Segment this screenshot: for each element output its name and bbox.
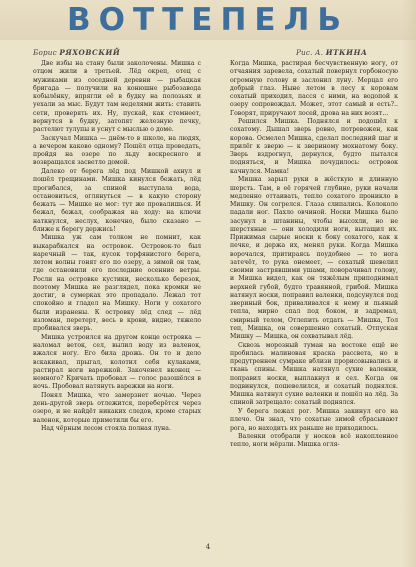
author-prefix: Борис bbox=[33, 48, 57, 57]
paragraph: Мишка уж сам толком не помнит, как выкарабкался на островок. Островок-то был наречный — так, кусок торфянистого берега, летом волны гонят его по озеру, а зимой он там, где остановили его последние осенние ветры. Росли на островке кустики, несколько березок, поэтому Мишка не разглядел, пока кромки не достиг, в сумерках это пропадало. Лежал тот спокойно и гладел на Мишку. Ноги у сохатого были изранены. К островку лёд след — лёд изломан, перетерт, весь в крови, видно, тяжело пробивался зверь. bbox=[33, 234, 201, 333]
paragraph: Мишка зарыл руки в жёсткую и длинную шерсть. Там, в её горячей глубине, руки начали медленно оттаивать, тепло сохатого проникло в Мишку. Он согрелся. Глаза слипались. Колоколо падали ног. Пахло овчиной. Носки Мишка было засунул в штанины, чтобы высохли, но не шерстяные — они холодили ноги, вытащил их. Прижимая сырые носки к боку сохатого, как к печке, и держа их, менял руки. Когда Мишка ворочался, притираясь поудобнее — то нога затечёт, то рука онемеет, — сохатый шевелил своими застрявшими ушами, поворачивал голову, и Мишка видел, как он тяжёлым приподнимал верхней губой, будто травянной, грибой. Мишка натянул носки, поправил валенки, подсунулся под звериный бок, приваливался к нему и пьяный тепла, мирно спал под боком, и задремал, смирный телом, Отлепить отдать — Мишка, Тол теп, Мишка, он совершенно сохатый. Отпуская Мишку — Мишка, он сохватывал лёд. bbox=[230, 176, 398, 341]
right-column bbox=[230, 60, 398, 450]
paragraph: Две избы на стану были заколочены. Мишка с отцом жили в третьей. Лёд окреп, отец с мужиками из соседней деревни — рыбацкая бригада — получили на конюшне рыбозавода кобылёнку, впрягли её в будку на полозьях и уехали за мыс. Будут там неделями жить: ставить сети, проверять их. Ну, пускай, как стемнеет, вернутся в будку, затопят железную печку, растелют тулупы и уснут с мыслью о доме. bbox=[33, 60, 201, 133]
paragraph: Понял Мишка, что замерзнет ночью. Через день-другой зверь отлежится, переберётся через озеро, и не найдёт никаких следов, кроме старых валенок, которые приметили бы его. bbox=[33, 391, 201, 424]
title-band bbox=[0, 0, 416, 40]
paragraph: У берега лежал рог. Мишка закинул его на плечо. Он знал, что сохатые зимой сбрасывают рога, но находить их раньше не приходилось. bbox=[230, 408, 398, 432]
illustrator-name: ИТКИНА bbox=[325, 48, 368, 57]
author-byline bbox=[33, 48, 120, 57]
paragraph: Когда Мишка, растирая бесчувственную ногу, от отчаяния заревела, сохатый повернул горбоносую огромную голову и заслонил луну. Мерцал его добрый глаз. Ныне летом в лесу к коровам сохатый приходил, пасся с ними, на водопой к озеру сопровождал. Может, этот самый и есть?.. Говорят, приручают лосей, дрова на них возят... bbox=[230, 60, 398, 117]
paragraph: Над чёрным лесом стояла полная луна. bbox=[41, 425, 171, 433]
paragraph: Валенки отобрали у носков всё накопленное тепло, ноги мёрзли. Мишка огля- bbox=[230, 433, 398, 449]
left-column bbox=[33, 60, 201, 434]
paragraph: Сквозь морозный туман на востоке ещё не пробилась малиновая краска рассвета, но в предутреннем сумраке вблизи прорисовывались и ткань спины. Мишка натянул сухие валенки, поправил носки, выплакнул и сел. Когда он подвинулся, пошевелился, и сохатый поднялся. Мишка натянул сухие валенки и пошёл на лёд. За спиной затрещало: сохатый поднялся. bbox=[230, 341, 398, 407]
page-edge-shading bbox=[402, 0, 416, 567]
illustrator-byline bbox=[296, 48, 367, 57]
story-title: ВОТТЕПЕЛЬ bbox=[67, 2, 349, 38]
illustrator-prefix: Рис. А. bbox=[296, 48, 324, 57]
paragraph: Далеко от берега лёд под Мишкой ахнул и пошёл трещинами. Мишка кинулся бежать, лёд прогибался, за спиной выступала вода, остановиться, оглянуться — в какую сторону бежать — Мишке не мог: тут же провалишься. И бежал, бежал, соображая на ходу: на ключи наткнулся, неслух, конечно, было сказано — ближе к берегу держись! bbox=[33, 168, 201, 233]
author-name: РЯХОВСКИЙ bbox=[59, 48, 121, 57]
page-number: 4 bbox=[205, 543, 211, 551]
paragraph: Решился Мишка. Поднялся и подошёл к сохатому. Дышал зверь ровно, потревожен, как корова. Осмелел Мишка, сделал последний шаг и прилёг к зверю — к звериному мохнатому боку. Зверь вздрогнул, дернулся, будто пытался подняться, и Мишка почудилось: островок качнулся. Мамка! bbox=[230, 118, 398, 175]
paragraph: Мишка устроился на другом конце островка — наломал веток, сел, вылил воду из валенок, вжался ногу. Его била дрожь. Он то и дело вскакивал, прыгал, колотил себя кулаками, растирал ноги варежкой. Закоченел вконец — немного? Кричать пробовал — голос разошёлся в ночь. Пробовал натянуть варежки на ноги. bbox=[33, 333, 201, 391]
paragraph: Заскучал Мишка — днём-то в школе, на людях, а вечером каково одному? Пошёл отца проведать, пройдя на озере по льду воскресного и возвращался засветло домой. bbox=[33, 134, 201, 167]
